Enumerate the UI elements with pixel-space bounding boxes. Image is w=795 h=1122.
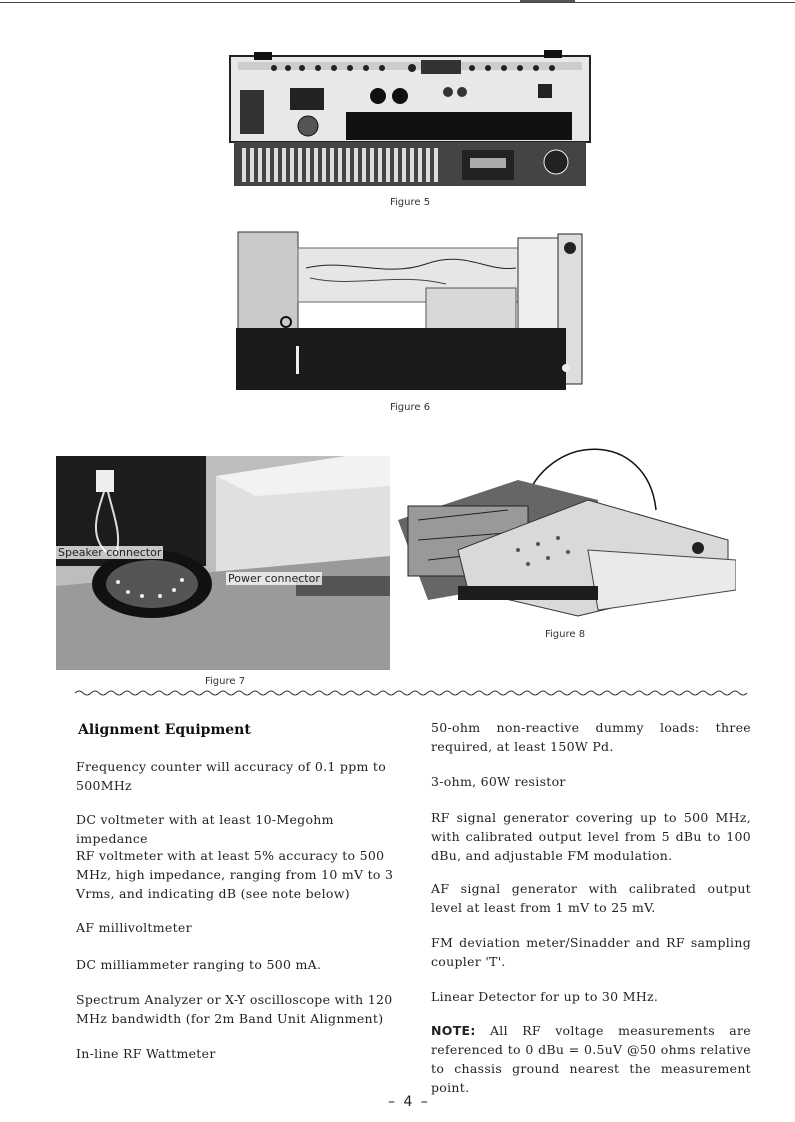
note-label: NOTE: bbox=[431, 1023, 476, 1038]
equipment-item: DC milliammeter ranging to 500 mA. bbox=[76, 957, 322, 972]
power-connector-label: Power connector bbox=[228, 572, 320, 585]
speaker-connector-label: Speaker connector bbox=[58, 546, 162, 559]
figure-7-photo bbox=[56, 456, 390, 670]
figure-6-caption: Figure 6 bbox=[390, 402, 431, 413]
equipment-item: RF signal generator covering up to 500 MHz, with calibrated output level from 5 dBu to 100 dBu, and adjustable FM modulation. bbox=[431, 810, 751, 863]
equipment-item: Frequency counter will accuracy of 0.1 ppm to 500MHz bbox=[76, 759, 387, 793]
figure-5-caption: Figure 5 bbox=[390, 197, 431, 208]
equipment-item: FM deviation meter/Sinadder and RF sampling coupler 'T'. bbox=[431, 935, 751, 969]
figure-8-caption: Figure 8 bbox=[545, 629, 586, 640]
equipment-item: In-line RF Wattmeter bbox=[76, 1046, 216, 1061]
top-rule bbox=[0, 2, 795, 3]
equipment-item: AF millivoltmeter bbox=[76, 920, 192, 935]
top-rule-accent bbox=[520, 0, 575, 2]
figure-7-caption: Figure 7 bbox=[205, 676, 246, 687]
equipment-item: Spectrum Analyzer or X-Y oscilloscope with 120 MHz bandwidth (for 2m Band Unit Alignment) bbox=[76, 992, 393, 1026]
figure-5-photo bbox=[226, 48, 594, 194]
equipment-item: 50-ohm non-reactive dummy loads: three required, at least 150W Pd. bbox=[431, 720, 751, 754]
equipment-item: 3-ohm, 60W resistor bbox=[431, 774, 566, 789]
equipment-item: AF signal generator with calibrated output level at least from 1 mV to 25 mV. bbox=[431, 881, 751, 915]
figure-6-photo bbox=[226, 228, 612, 394]
equipment-item: DC voltmeter with at least 10-Megohm impedance bbox=[76, 812, 334, 846]
equipment-item: RF voltmeter with at least 5% accuracy to 500 MHz, high impedance, ranging from 10 mV to 3 Vrms, and indicating dB (see note below) bbox=[76, 848, 394, 901]
note-paragraph bbox=[431, 1021, 751, 1097]
equipment-item: Linear Detector for up to 30 MHz. bbox=[431, 989, 659, 1004]
note-text: All RF voltage measurements are referenced to 0 dBu = 0.5uV @50 ohms relative to chassis ground nearest the measurement point. bbox=[431, 1023, 751, 1095]
figure-8-photo bbox=[398, 440, 736, 620]
wavy-divider bbox=[75, 688, 750, 698]
page-number: – 4 – bbox=[388, 1094, 430, 1110]
section-title: Alignment Equipment bbox=[78, 722, 251, 738]
